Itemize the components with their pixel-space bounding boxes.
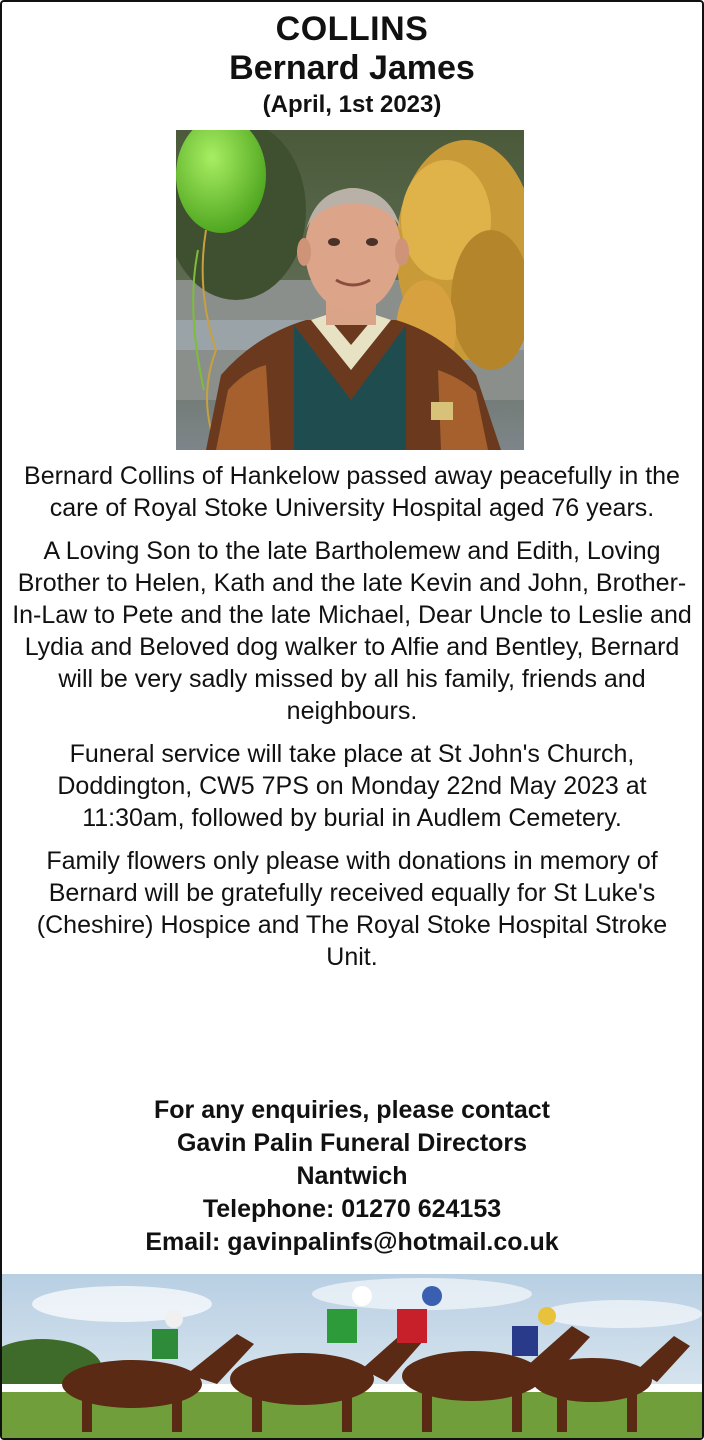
paragraph-announcement: Bernard Collins of Hankelow passed away peacefully in the care of Royal Stoke University Hospital aged 76 years. bbox=[24, 462, 680, 522]
funeral-director-name: Gavin Palin Funeral Directors bbox=[176, 1129, 528, 1157]
contact-email: Email: gavinpalinfs@hotmail.co.uk bbox=[145, 1228, 559, 1256]
paragraph-donations: Family flowers only please with donations in memory of Bernard will be gratefully received equally for St Luke's (Cheshire) Hospice and The Royal Stoke Hospital Stroke Unit. bbox=[36, 847, 668, 971]
contact-block bbox=[2, 1094, 702, 1259]
paragraph-family: A Loving Son to the late Bartholemew and Edith, Loving Brother to Helen, Kath and the late Kevin and John, Brother-In-Law to Pete and the late Michael, Dear Uncle to Leslie and Lydia and Beloved dog walker to Alfie and Bentley, Bernard will be very sadly missed by all his family, friends and neighbours. bbox=[12, 537, 692, 725]
paragraph-funeral-service: Funeral service will take place at St John's Church, Doddington, CW5 7PS on Monday 22nd May 2023 at 11:30am, followed by burial in Audlem Cemetery. bbox=[57, 740, 647, 832]
surname-heading: COLLINS bbox=[275, 10, 429, 48]
contact-intro: For any enquiries, please contact bbox=[154, 1096, 550, 1124]
full-name-heading: Bernard James bbox=[229, 49, 475, 87]
obituary-body bbox=[12, 460, 692, 984]
horse-racing-photo-icon bbox=[2, 1274, 702, 1438]
portrait-photo bbox=[176, 130, 524, 450]
contact-telephone: Telephone: 01270 624153 bbox=[202, 1195, 502, 1223]
horse-racing-banner bbox=[2, 1274, 702, 1438]
date-heading: (April, 1st 2023) bbox=[262, 91, 442, 118]
portrait-photo-icon bbox=[176, 130, 524, 450]
funeral-director-town: Nantwich bbox=[296, 1162, 408, 1190]
